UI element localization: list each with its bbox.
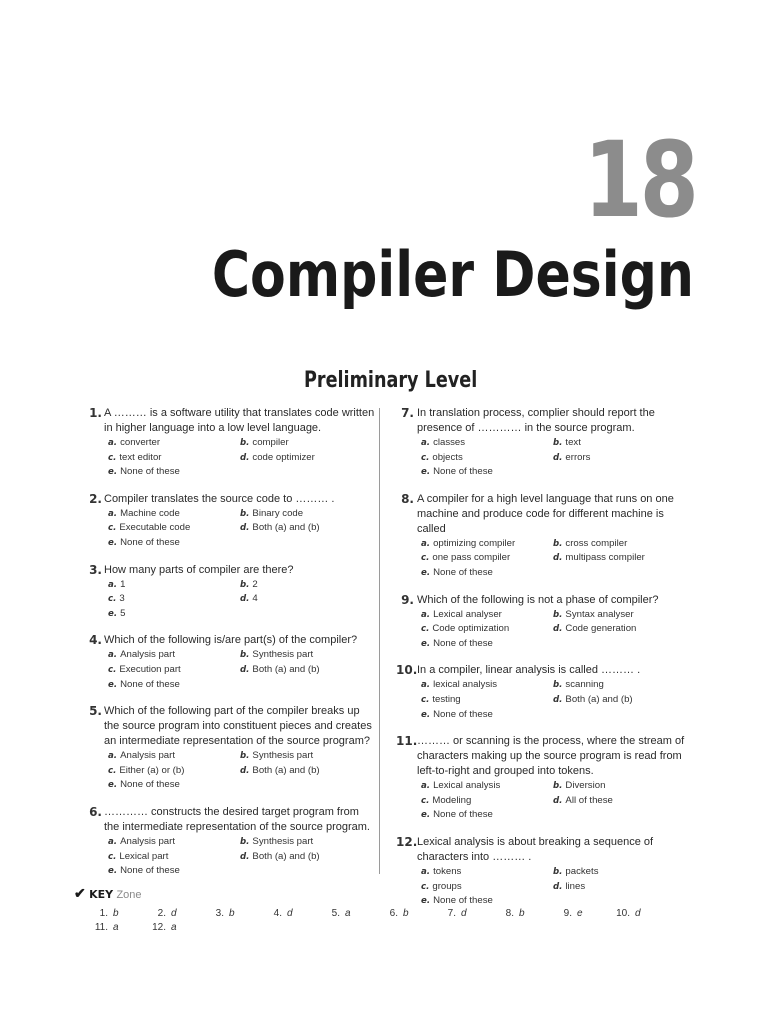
answer-key-item [596,907,654,921]
option-text: 1 [120,578,126,590]
answer-options [108,436,376,480]
question-text: A compiler for a high level language that runs on one machine and produce code for different machine is called [417,492,674,535]
question-number: 10. [396,663,418,678]
key-zone [74,885,694,935]
option-letter: a. [108,650,118,661]
option-letter: e. [108,467,118,478]
option-letter: b. [240,751,250,762]
question-number: 1. [89,406,102,420]
option-letter: b. [553,866,563,877]
answer-option [108,607,240,622]
option-text: None of these [433,466,493,478]
answer-option [108,864,240,879]
option-letter: c. [421,881,430,892]
option-text: Diversion [565,780,606,792]
answer-option [240,521,380,536]
option-letter: d. [553,795,563,806]
option-letter: a. [108,751,118,762]
question-number: 12. [396,834,418,849]
question-item [86,563,376,622]
option-text: classes [433,437,466,448]
answer-option [108,778,240,793]
option-text: tokens [433,865,462,877]
option-letter: c. [108,452,117,463]
option-letter: d. [240,664,250,675]
answer-key-letter: b [229,908,235,919]
answer-key-number: 10. [616,908,630,919]
answer-key-item [74,907,132,921]
answer-option [421,465,553,480]
option-letter: e. [108,780,118,791]
answer-option [108,465,240,480]
answer-options [108,749,376,793]
answer-key-letter: a [113,922,119,933]
answer-option [108,835,240,850]
question-item [396,734,694,823]
option-text: compiler [252,437,289,448]
option-letter: d. [240,851,250,862]
option-text: None of these [433,708,493,720]
option-text: Both (a) and (b) [252,850,320,862]
option-letter: d. [240,594,250,605]
option-letter: b. [553,438,563,448]
answer-key-number: 5. [331,908,340,919]
answer-option [240,578,380,593]
option-text: scanning [565,679,604,691]
chapter-title: Compiler Design [211,238,694,311]
option-letter: d. [553,452,563,463]
option-text: Both (a) and (b) [252,522,320,534]
answer-options [421,678,694,722]
answer-option [553,865,693,880]
option-letter: a. [421,781,431,792]
question-number: 5. [89,704,102,719]
option-letter: a. [108,508,118,519]
answer-option [421,436,553,451]
option-letter: b. [240,508,250,519]
answer-option [421,678,553,693]
answer-option [421,451,553,466]
answer-option [421,551,553,566]
option-text: 2 [252,578,258,590]
answer-option [240,764,380,779]
option-letter: c. [108,851,117,862]
option-text: optimizing compiler [433,537,516,549]
section-title: Preliminary Level [304,368,478,393]
option-text: None of these [120,865,180,877]
option-letter: a. [421,438,431,448]
question-item [86,704,376,793]
answer-options [108,507,376,551]
answer-key-letter: b [113,908,119,919]
option-letter: d. [240,452,250,463]
option-text: None of these [120,779,180,791]
answer-option [553,436,693,451]
answer-key-item [132,921,190,935]
option-letter: a. [421,680,431,691]
option-text: Execution part [119,663,181,675]
option-text: text editor [119,451,162,463]
answer-option [108,521,240,536]
option-letter: e. [421,709,431,720]
option-text: None of these [433,895,493,907]
option-letter: e. [108,537,118,548]
key-label: KEY [89,888,114,901]
option-text: cross compiler [565,537,628,549]
answer-key-number: 8. [505,908,514,919]
option-letter: a. [108,579,118,590]
option-letter: e. [421,467,431,478]
option-text: Syntax analyser [565,608,634,620]
question-text: A ……… is a software utility that translates code written in higher language into a low level language. [104,407,375,434]
question-text: Which of the following is not a phase of compiler? [417,593,659,606]
answer-key-item [364,907,422,921]
answer-options [421,779,694,823]
answer-option [421,637,553,652]
option-text: Lexical part [119,850,169,862]
option-letter: b. [553,538,563,549]
answer-option [553,693,693,708]
option-text: Code generation [565,623,637,635]
option-letter: e. [108,608,118,619]
answer-option [421,608,553,623]
question-column-right [396,406,694,921]
answer-key-letter: b [403,908,409,919]
answer-option [553,608,693,623]
question-number: 9. [401,592,414,607]
answer-option [108,507,240,522]
option-letter: c. [421,624,430,635]
question-item [396,406,694,480]
answer-key-letter: a [171,922,177,933]
option-text: Binary code [252,507,304,519]
option-letter: b. [240,438,250,448]
answer-option [108,536,240,551]
answer-option [240,648,380,663]
answer-key-item [306,907,364,921]
answer-options [421,436,694,480]
option-letter: e. [108,679,118,690]
answer-option [553,537,693,552]
question-item [396,492,694,581]
answer-option [108,749,240,764]
chapter-number: 18 [583,119,696,241]
answer-option [421,779,553,794]
option-letter: b. [240,836,250,847]
question-number: 3. [89,562,102,577]
answer-key-letter: d [635,908,641,919]
answer-option [240,592,380,607]
question-text: How many parts of compiler are there? [104,563,294,576]
option-text: None of these [120,466,180,478]
question-number: 6. [89,804,102,819]
answer-key-number: 3. [215,908,224,919]
option-letter: c. [108,523,117,534]
answer-option [421,693,553,708]
option-text: None of these [433,566,493,578]
option-text: text [565,437,581,448]
answer-option [240,663,380,678]
key-zone-header [74,885,694,903]
answer-key-number: 1. [99,908,108,919]
option-text: Both (a) and (b) [565,693,633,705]
answer-option [108,764,240,779]
checkmark-icon: ✔ [74,885,86,901]
option-text: 5 [120,607,126,619]
answer-option [240,749,380,764]
option-letter: d. [553,624,563,635]
answer-key-item [248,907,306,921]
answer-option [421,865,553,880]
question-text: Lexical analysis is about breaking a sequence of characters into ……… . [417,835,654,863]
answer-option [421,808,553,823]
answer-key-item [538,907,596,921]
answer-option [240,850,380,865]
question-item [86,805,376,879]
answer-key-item [132,907,190,921]
answer-key-item [74,921,132,935]
question-item [86,492,376,551]
option-letter: d. [553,881,563,892]
question-item [396,593,694,652]
answer-key-item [480,907,538,921]
option-text: 4 [252,593,258,605]
option-letter: c. [421,553,430,564]
column-divider [379,408,380,874]
option-text: Analysis part [120,750,175,762]
question-text: In translation process, complier should report the presence of ………… in the source program. [417,407,655,434]
answer-key-number: 7. [447,908,456,919]
question-column-left [86,406,376,891]
option-text: None of these [120,678,180,690]
option-letter: d. [553,694,563,705]
answer-key-letter: d [287,908,293,919]
answer-option [240,451,380,466]
answer-option [553,678,693,693]
answer-option [108,592,240,607]
option-text: Lexical analysis [433,780,501,792]
option-text: Synthesis part [252,649,314,661]
answer-options [108,578,376,622]
answer-option [240,835,380,850]
answer-option [108,663,240,678]
answer-key-letter: d [461,908,467,919]
option-letter: c. [421,694,430,705]
question-text: ………… constructs the desired target program from the intermediate representation of the source program. [104,805,370,833]
answer-option [553,451,693,466]
answer-options [108,835,376,879]
option-text: Both (a) and (b) [252,663,320,675]
option-letter: e. [108,866,118,877]
option-text: one pass compiler [432,552,511,564]
option-text: None of these [120,536,180,548]
question-item [396,663,694,722]
zone-label: Zone [116,889,142,901]
option-letter: c. [421,452,430,463]
answer-option [108,678,240,693]
question-text: Which of the following is/are part(s) of the compiler? [104,634,358,647]
answer-key-number: 12. [152,922,166,933]
option-text: lexical analysis [433,679,498,691]
option-letter: b. [553,609,563,620]
question-number: 11. [396,734,418,749]
answer-key-letter: d [171,908,177,919]
question-item [86,633,376,692]
question-text: ……… or scanning is the process, where the stream of characters making up the source program is read from left-to-right and grouped into tokens. [417,735,685,778]
question-number: 8. [401,491,414,506]
option-text: Modeling [432,794,472,806]
answer-key-letter: a [345,908,351,919]
option-text: Machine code [120,507,180,519]
option-text: Lexical analyser [433,608,502,620]
option-letter: b. [553,781,563,792]
option-text: Both (a) and (b) [252,764,320,776]
option-letter: b. [240,579,250,590]
option-text: Analysis part [120,649,175,661]
option-letter: c. [421,795,430,806]
option-text: testing [432,693,461,705]
answer-option [108,850,240,865]
answer-key-letter: b [519,908,525,919]
option-letter: c. [108,765,117,776]
question-number: 2. [89,491,102,506]
option-letter: d. [553,553,563,564]
answer-options [421,537,694,581]
answer-option [553,622,693,637]
option-text: Synthesis part [252,835,314,847]
answer-option [240,507,380,522]
question-number: 4. [89,633,102,648]
option-letter: d. [240,523,250,534]
answer-option [553,779,693,794]
option-letter: c. [108,664,117,675]
question-text: Compiler translates the source code to ……… . [104,492,335,505]
answer-option [108,451,240,466]
option-letter: e. [421,638,431,649]
answer-key-number: 9. [563,908,572,919]
option-letter: a. [421,866,431,877]
answer-key-number: 2. [157,908,166,919]
option-text: Either (a) or (b) [119,764,185,776]
option-letter: a. [421,538,431,549]
answer-key-item [190,907,248,921]
option-letter: e. [421,810,431,821]
option-text: None of these [433,809,493,821]
answer-key-letter: e [577,908,583,919]
option-letter: e. [421,567,431,578]
answer-key-item [422,907,480,921]
answer-option [108,578,240,593]
answer-option [553,551,693,566]
option-text: None of these [433,637,493,649]
option-text: Synthesis part [252,750,314,762]
question-item [86,406,376,480]
option-text: converter [120,437,161,448]
option-text: errors [565,451,591,463]
option-text: All of these [565,794,613,806]
option-text: Analysis part [120,835,175,847]
answer-key-number: 6. [389,908,398,919]
answer-key-grid [74,907,694,935]
option-letter: d. [240,765,250,776]
answer-option [421,566,553,581]
answer-option [108,436,240,451]
option-text: objects [432,451,463,463]
option-text: lines [565,880,586,892]
answer-option [108,648,240,663]
answer-option [240,436,380,451]
option-text: Code optimization [432,623,510,635]
answer-options [108,648,376,692]
option-text: Executable code [119,522,191,534]
option-letter: a. [421,609,431,620]
answer-options [421,608,694,652]
question-text: In a compiler, linear analysis is called ……… . [417,664,641,677]
option-letter: b. [240,650,250,661]
option-text: 3 [119,593,125,605]
answer-key-number: 11. [94,922,108,933]
answer-option [421,794,553,809]
answer-option [421,622,553,637]
option-text: multipass compiler [565,552,645,564]
option-letter: a. [108,836,118,847]
option-text: code optimizer [252,451,315,463]
question-number: 7. [401,406,414,420]
answer-option [421,708,553,723]
option-letter: e. [421,896,431,907]
option-letter: c. [108,594,117,605]
option-text: groups [432,880,462,892]
question-text: Which of the following part of the compiler breaks up the source program into constituent pieces and creates an intermediate representation of the source program? [104,705,372,748]
answer-key-number: 4. [273,908,282,919]
option-text: packets [565,865,599,877]
answer-option [421,537,553,552]
option-letter: a. [108,438,118,448]
answer-option [553,794,693,809]
option-letter: b. [553,680,563,691]
